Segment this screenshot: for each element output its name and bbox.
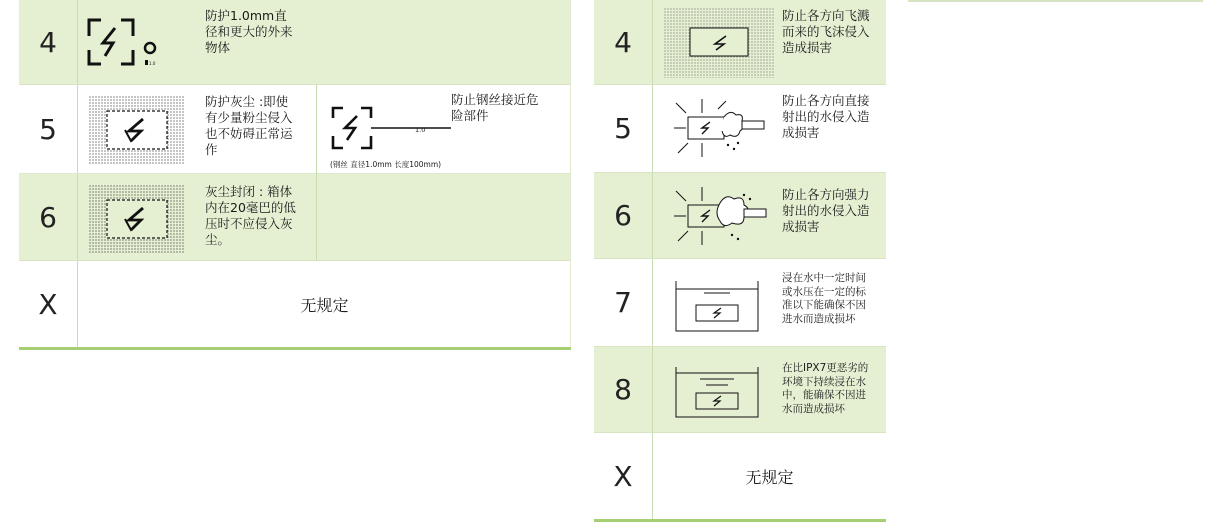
lightning-dust-sealed-icon [89, 182, 189, 256]
row-description: 浸在水中一定时间 或水压在一定的标 准以下能确保不因 进水而造成损坏 [782, 272, 866, 325]
svg-text:1.0: 1.0 [149, 61, 156, 66]
table-row [594, 347, 886, 433]
lightning-dust-icon [89, 93, 189, 167]
row-number: 5 [19, 85, 78, 173]
table-row [594, 259, 886, 347]
water-protection-table [594, 0, 886, 522]
wire-dim-label: 1.0 [415, 126, 426, 134]
table-row [594, 0, 886, 85]
no-requirement-text: 无规定 [300, 295, 349, 315]
row-number: 6 [19, 174, 78, 260]
water-jet-strong-icon [666, 183, 776, 249]
row-description: 防护1.0mm直 径和更大的外来 物体 [205, 8, 293, 55]
column-divider [316, 85, 317, 261]
wire-description: 防止钢丝接近危 险部件 [451, 92, 539, 123]
row-description: 灰尘封闭 : 箱体 内在20毫巴的低 压时不应侵入灰 尘。 [205, 184, 296, 247]
no-requirement-text: 无规定 [745, 467, 794, 487]
lightning-bracket-icon [87, 16, 187, 70]
table-right-border [570, 0, 571, 347]
row-description: 防止各方向直接 射出的水侵入造 成损害 [782, 93, 870, 140]
divider [908, 0, 1203, 2]
dust-protection-table [19, 0, 571, 350]
table-bottom-bar [19, 347, 571, 350]
water-jet-icon [666, 95, 776, 161]
row-number: X [19, 261, 78, 347]
row-number: 7 [594, 259, 653, 346]
row-number: 4 [19, 0, 78, 84]
table-row [19, 261, 571, 347]
table-row [594, 173, 886, 259]
table-bottom-bar [594, 519, 886, 522]
table-row [594, 85, 886, 173]
wire-caption: (钢丝 直径1.0mm 长度100mm) [330, 160, 442, 169]
row-description: 防止各方向强力 射出的水侵入造 成损害 [782, 187, 870, 234]
table-row [19, 0, 571, 85]
row-description: 防护灰尘 :即使 有少量粉尘侵入 也不妨碍正常运 作 [205, 94, 293, 157]
table-row [19, 174, 571, 261]
row-number: 6 [594, 173, 653, 258]
row-number: 5 [594, 85, 653, 172]
row-number: X [594, 433, 653, 519]
row-number: 8 [594, 347, 653, 432]
immersion-icon [674, 279, 760, 333]
row-number: 4 [594, 0, 653, 84]
lightning-wire-icon [331, 104, 453, 152]
row-description: 防止各方向飞溅 而来的飞沫侵入 造成损害 [782, 8, 870, 55]
table-row [594, 433, 886, 519]
splash-box-icon [664, 8, 774, 78]
deep-immersion-icon [674, 365, 760, 419]
row-description: 在比IPX7更恶劣的 环境下持续浸在水 中，能确保不因进 水而造成损坏 [782, 362, 869, 415]
